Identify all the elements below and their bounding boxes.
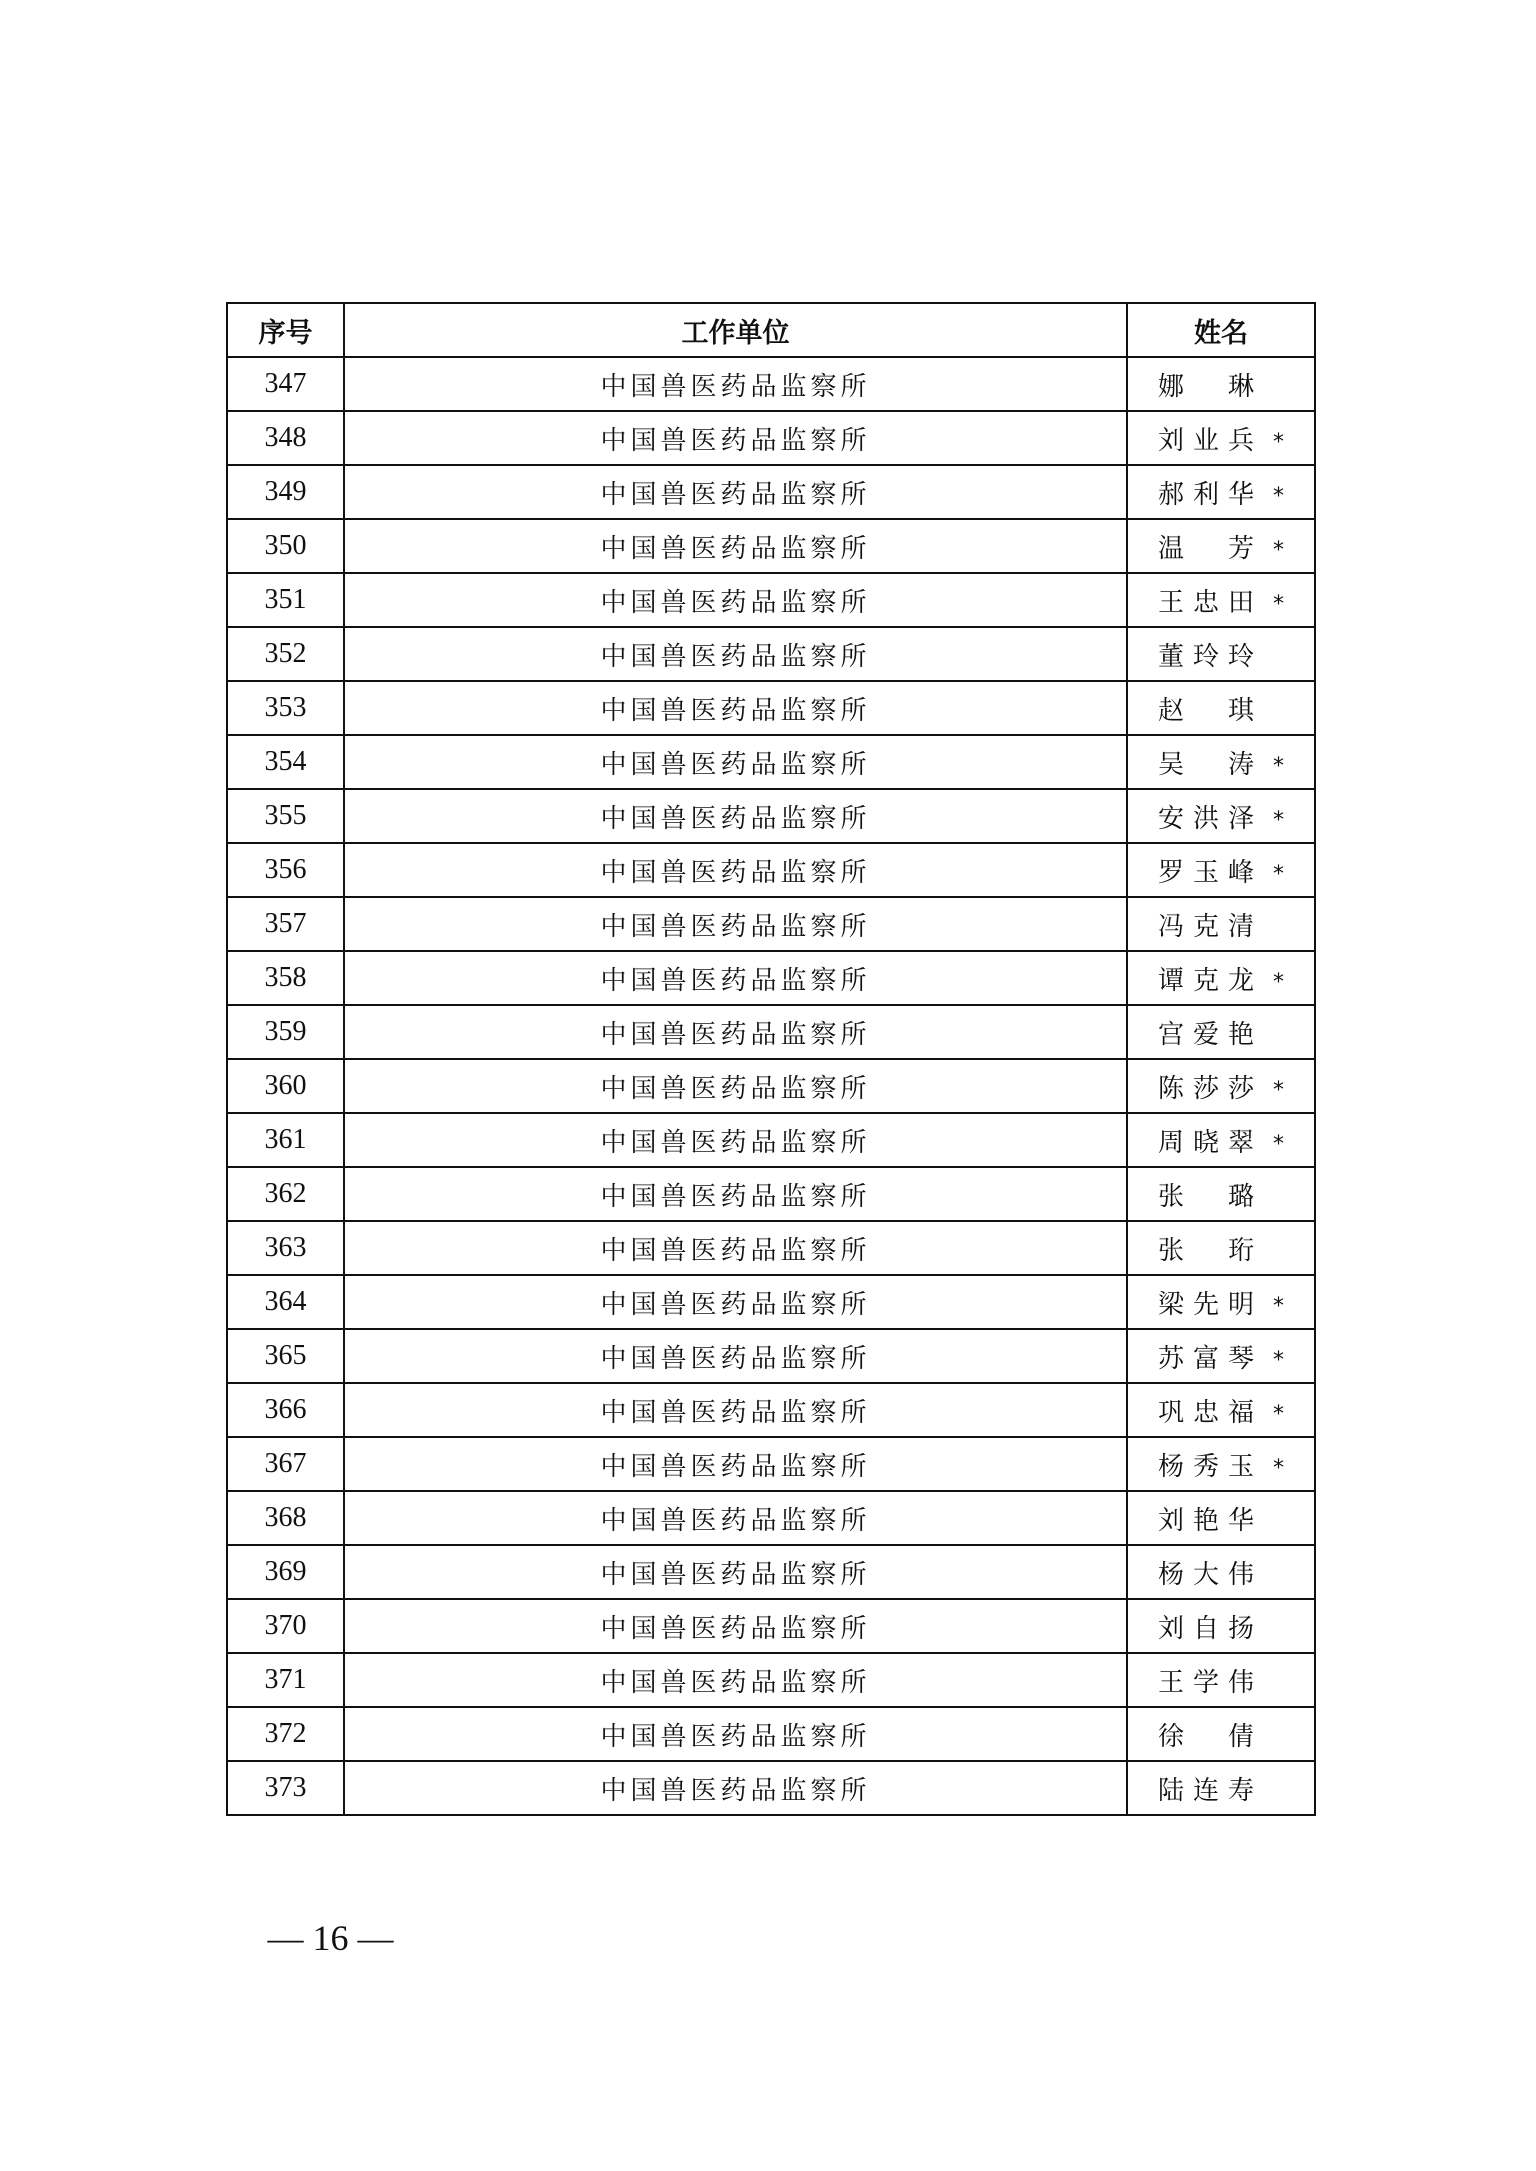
table-row	[227, 627, 1315, 681]
person-name: 徐 倩	[1158, 1721, 1254, 1752]
person-name: 刘艳华	[1158, 1505, 1254, 1536]
work-unit-cell: 中国兽医药品监察所	[344, 681, 1127, 735]
person-name: 巩忠福	[1158, 1397, 1254, 1428]
name-cell	[1127, 1221, 1315, 1275]
asterisk-mark: *	[1273, 969, 1284, 995]
table-row	[227, 1113, 1315, 1167]
table-row	[227, 1167, 1315, 1221]
work-unit-cell: 中国兽医药品监察所	[344, 1221, 1127, 1275]
work-unit-cell: 中国兽医药品监察所	[344, 1059, 1127, 1113]
asterisk-mark: *	[1273, 753, 1284, 779]
person-name: 罗玉峰	[1158, 857, 1254, 888]
person-name: 王学伟	[1158, 1667, 1254, 1698]
name-cell	[1127, 843, 1315, 897]
asterisk-mark: *	[1273, 861, 1284, 887]
name-cell	[1127, 1059, 1315, 1113]
name-cell	[1127, 1761, 1315, 1815]
asterisk-mark: *	[1273, 429, 1284, 455]
work-unit-cell: 中国兽医药品监察所	[344, 1599, 1127, 1653]
name-cell	[1127, 1599, 1315, 1653]
name-cell	[1127, 681, 1315, 735]
header-name: 姓名	[1127, 303, 1315, 357]
work-unit-cell: 中国兽医药品监察所	[344, 1113, 1127, 1167]
table-row	[227, 1221, 1315, 1275]
work-unit-cell: 中国兽医药品监察所	[344, 357, 1127, 411]
table-row	[227, 1059, 1315, 1113]
table-row	[227, 735, 1315, 789]
person-name: 陈莎莎	[1158, 1073, 1254, 1104]
work-unit-cell: 中国兽医药品监察所	[344, 1761, 1127, 1815]
serial-number-cell: 360	[227, 1059, 344, 1113]
serial-number-cell: 372	[227, 1707, 344, 1761]
table-row	[227, 1275, 1315, 1329]
asterisk-mark: *	[1273, 537, 1284, 563]
serial-number-cell: 353	[227, 681, 344, 735]
table-row	[227, 1707, 1315, 1761]
asterisk-mark: *	[1273, 1077, 1284, 1103]
name-cell	[1127, 411, 1315, 465]
name-cell	[1127, 1437, 1315, 1491]
serial-number-cell: 347	[227, 357, 344, 411]
work-unit-cell: 中国兽医药品监察所	[344, 1491, 1127, 1545]
table-row	[227, 1761, 1315, 1815]
work-unit-cell: 中国兽医药品监察所	[344, 735, 1127, 789]
name-cell	[1127, 735, 1315, 789]
name-cell	[1127, 1329, 1315, 1383]
serial-number-cell: 373	[227, 1761, 344, 1815]
work-unit-cell: 中国兽医药品监察所	[344, 573, 1127, 627]
table-row	[227, 897, 1315, 951]
name-cell	[1127, 627, 1315, 681]
work-unit-cell: 中国兽医药品监察所	[344, 1329, 1127, 1383]
serial-number-cell: 364	[227, 1275, 344, 1329]
person-name: 冯克清	[1158, 911, 1254, 942]
asterisk-mark: *	[1273, 1347, 1284, 1373]
serial-number-cell: 349	[227, 465, 344, 519]
serial-number-cell: 351	[227, 573, 344, 627]
serial-number-cell: 369	[227, 1545, 344, 1599]
table-row	[227, 1383, 1315, 1437]
person-name: 安洪泽	[1158, 803, 1254, 834]
roster-table	[226, 302, 1316, 1816]
name-cell	[1127, 897, 1315, 951]
table-header-row	[227, 303, 1315, 357]
table-row	[227, 1329, 1315, 1383]
asterisk-mark: *	[1273, 1293, 1284, 1319]
work-unit-cell: 中国兽医药品监察所	[344, 1167, 1127, 1221]
name-cell	[1127, 1707, 1315, 1761]
person-name: 苏富琴	[1158, 1343, 1254, 1374]
serial-number-cell: 361	[227, 1113, 344, 1167]
table-body	[227, 357, 1315, 1815]
serial-number-cell: 355	[227, 789, 344, 843]
serial-number-cell: 365	[227, 1329, 344, 1383]
table-row	[227, 951, 1315, 1005]
work-unit-cell: 中国兽医药品监察所	[344, 465, 1127, 519]
name-cell	[1127, 1383, 1315, 1437]
serial-number-cell: 357	[227, 897, 344, 951]
table-row	[227, 1437, 1315, 1491]
serial-number-cell: 368	[227, 1491, 344, 1545]
serial-number-cell: 367	[227, 1437, 344, 1491]
work-unit-cell: 中国兽医药品监察所	[344, 627, 1127, 681]
work-unit-cell: 中国兽医药品监察所	[344, 789, 1127, 843]
name-cell	[1127, 1005, 1315, 1059]
table-row	[227, 465, 1315, 519]
table-row	[227, 411, 1315, 465]
serial-number-cell: 371	[227, 1653, 344, 1707]
serial-number-cell: 362	[227, 1167, 344, 1221]
asterisk-mark: *	[1273, 1131, 1284, 1157]
name-cell	[1127, 1167, 1315, 1221]
name-cell	[1127, 1113, 1315, 1167]
serial-number-cell: 363	[227, 1221, 344, 1275]
serial-number-cell: 358	[227, 951, 344, 1005]
person-name: 赵 琪	[1158, 695, 1254, 726]
table-row	[227, 1005, 1315, 1059]
work-unit-cell: 中国兽医药品监察所	[344, 951, 1127, 1005]
work-unit-cell: 中国兽医药品监察所	[344, 897, 1127, 951]
person-name: 陆连寿	[1158, 1775, 1254, 1806]
person-name: 张 璐	[1158, 1181, 1254, 1212]
asterisk-mark: *	[1273, 483, 1284, 509]
serial-number-cell: 356	[227, 843, 344, 897]
person-name: 温 芳	[1158, 533, 1254, 564]
person-name: 梁先明	[1158, 1289, 1254, 1320]
person-name: 董玲玲	[1158, 641, 1254, 672]
person-name: 杨秀玉	[1158, 1451, 1254, 1482]
name-cell	[1127, 465, 1315, 519]
person-name: 郝利华	[1158, 479, 1254, 510]
asterisk-mark: *	[1273, 1455, 1284, 1481]
work-unit-cell: 中国兽医药品监察所	[344, 1545, 1127, 1599]
table-row	[227, 1653, 1315, 1707]
work-unit-cell: 中国兽医药品监察所	[344, 843, 1127, 897]
asterisk-mark: *	[1273, 591, 1284, 617]
person-name: 张 珩	[1158, 1235, 1254, 1266]
work-unit-cell: 中国兽医药品监察所	[344, 1005, 1127, 1059]
table-row	[227, 1491, 1315, 1545]
header-serial-number: 序号	[227, 303, 344, 357]
work-unit-cell: 中国兽医药品监察所	[344, 1383, 1127, 1437]
person-name: 刘业兵	[1158, 425, 1254, 456]
name-cell	[1127, 1491, 1315, 1545]
work-unit-cell: 中国兽医药品监察所	[344, 411, 1127, 465]
work-unit-cell: 中国兽医药品监察所	[344, 1707, 1127, 1761]
name-cell	[1127, 357, 1315, 411]
person-name: 王忠田	[1158, 587, 1254, 618]
table-row	[227, 843, 1315, 897]
name-cell	[1127, 1545, 1315, 1599]
person-name: 宫爱艳	[1158, 1019, 1254, 1050]
asterisk-mark: *	[1273, 807, 1284, 833]
work-unit-cell: 中国兽医药品监察所	[344, 1437, 1127, 1491]
person-name: 周晓翠	[1158, 1127, 1254, 1158]
work-unit-cell: 中国兽医药品监察所	[344, 1653, 1127, 1707]
person-name: 谭克龙	[1158, 965, 1254, 996]
work-unit-cell: 中国兽医药品监察所	[344, 519, 1127, 573]
serial-number-cell: 350	[227, 519, 344, 573]
table-row	[227, 789, 1315, 843]
table-row	[227, 681, 1315, 735]
table-row	[227, 1599, 1315, 1653]
name-cell	[1127, 951, 1315, 1005]
name-cell	[1127, 573, 1315, 627]
header-work-unit: 工作单位	[344, 303, 1127, 357]
person-name: 吴 涛	[1158, 749, 1254, 780]
serial-number-cell: 352	[227, 627, 344, 681]
person-name: 刘自扬	[1158, 1613, 1254, 1644]
serial-number-cell: 354	[227, 735, 344, 789]
table-row	[227, 519, 1315, 573]
name-cell	[1127, 1275, 1315, 1329]
asterisk-mark: *	[1273, 1401, 1284, 1427]
name-cell	[1127, 1653, 1315, 1707]
serial-number-cell: 359	[227, 1005, 344, 1059]
work-unit-cell: 中国兽医药品监察所	[344, 1275, 1127, 1329]
table-row	[227, 1545, 1315, 1599]
name-cell	[1127, 789, 1315, 843]
serial-number-cell: 348	[227, 411, 344, 465]
table-row	[227, 573, 1315, 627]
page-number: — 16 —	[267, 1918, 394, 1958]
serial-number-cell: 366	[227, 1383, 344, 1437]
table-row	[227, 357, 1315, 411]
name-cell	[1127, 519, 1315, 573]
person-name: 娜 琳	[1158, 371, 1254, 402]
serial-number-cell: 370	[227, 1599, 344, 1653]
person-name: 杨大伟	[1158, 1559, 1254, 1590]
